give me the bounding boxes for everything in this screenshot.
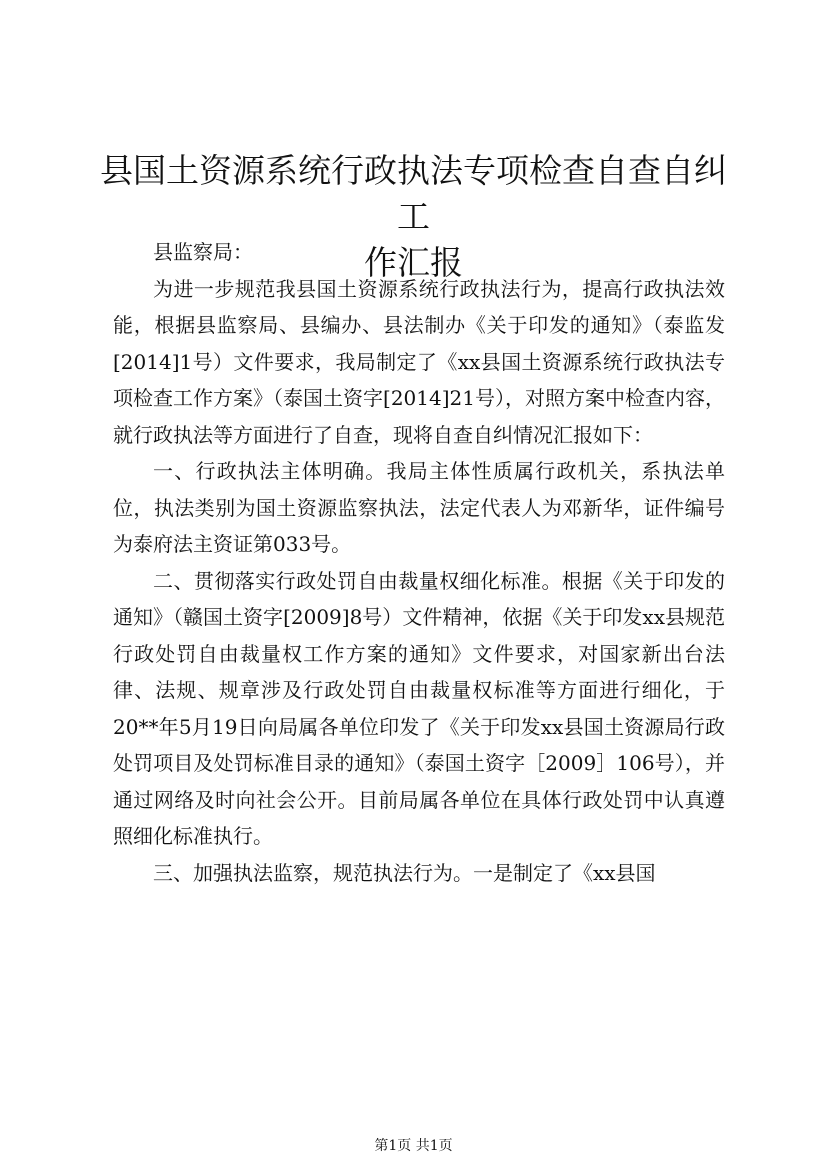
paragraph-section-1: 一、行政执法主体明确。我局主体性质属行政机关，系执法单位，执法类别为国土资源监察执法，法定代表人为邓新华，证件编号为泰府法主资证第033号。 (113, 459, 725, 556)
document-body (113, 234, 725, 891)
title-line-1: 县国土资源系统行政执法专项检查自查自纠工 (100, 151, 727, 236)
title-line-2: 作汇报 (364, 243, 463, 282)
salutation: 县监察局： (153, 240, 253, 264)
paragraph-section-3: 三、加强执法监察，规范执法行为。一是制定了《xx县国 (153, 860, 656, 885)
page-footer (0, 1135, 827, 1155)
page-number: 第1页 共1页 (374, 1138, 453, 1154)
paragraph-intro: 为进一步规范我县国土资源系统行政执法行为，提高行政执法效能，根据县监察局、县编办、县法制办《关于印发的通知》（泰监发[2014]1号）文件要求，我局制定了《xx县国土资源系统行政执法专项检查工作方案》（泰国土资字[2014]21号），对照方案中检查内容，就行政执法等方面进行了自查，现将自查自纠情况汇报如下： (113, 276, 725, 447)
paragraph-section-2: 二、贯彻落实行政处罚自由裁量权细化标准。根据《关于印发的通知》（赣国土资字[2009]8号）文件精神，依据《关于印发xx县规范行政处罚自由裁量权工作方案的通知》文件要求，对国家新出台法律、法规、规章涉及行政处罚自由裁量权标准等方面进行细化，于20**年5月19日向局属各单位印发了《关于印发xx县国土资源局行政处罚项目及处罚标准目录的通知》（泰国土资字［2009］106号），并通过网络及时向社会公开。目前局属各单位在具体行政处罚中认真遵照细化标准执行。 (113, 568, 725, 848)
